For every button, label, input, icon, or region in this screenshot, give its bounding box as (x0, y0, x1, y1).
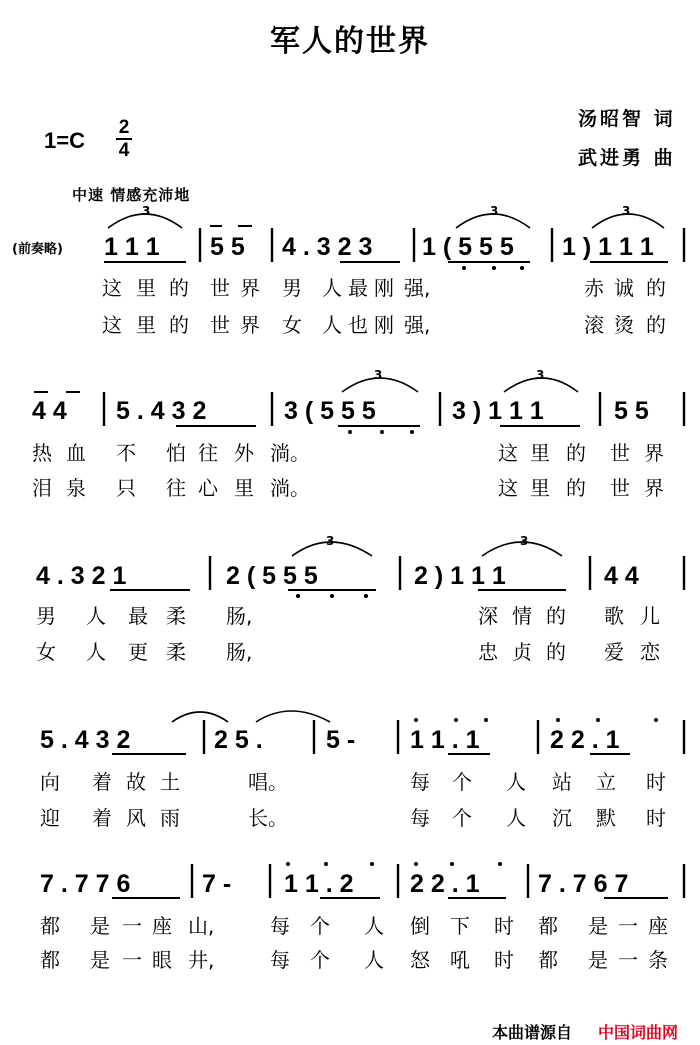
lyric: 着 (92, 770, 112, 794)
tie-slur (172, 712, 228, 722)
lyric: 唱。 (248, 770, 288, 794)
lyric: 刚 (374, 276, 394, 300)
lyric: 吼 (450, 948, 470, 972)
lyric: 泪 (32, 476, 52, 500)
measure: 5 5 (210, 233, 245, 261)
lyric: 怕 (166, 441, 186, 465)
lyric: 爱 (604, 640, 624, 664)
high-dot (556, 718, 560, 722)
measure: 4 . 3 2 3 (282, 233, 373, 261)
lyric: 站 (552, 770, 572, 794)
lyric: 时 (494, 914, 514, 938)
lyric: 时 (646, 806, 666, 830)
lyric: 一 (122, 948, 142, 972)
lyric: 都 (538, 914, 558, 938)
lyric: 个 (310, 914, 330, 938)
high-dot (454, 718, 458, 722)
lyric: 的 (169, 276, 189, 300)
lyric: 往 (166, 476, 186, 500)
lyric: 座 (152, 914, 172, 938)
triplet-slur (504, 378, 578, 392)
lyric: 雨 (160, 806, 180, 830)
measure: 4 4 (32, 397, 67, 425)
tie-slur (256, 711, 330, 722)
key-signature: 1=C (44, 128, 85, 153)
lyric: 男 (282, 276, 302, 300)
lyric: 都 (40, 948, 60, 972)
time-unit: 4 (118, 140, 130, 161)
lyric: 肠, (226, 640, 253, 664)
lyric: 的 (169, 313, 189, 337)
triplet-mark: 3 (622, 204, 631, 218)
lyric: 滚 (584, 313, 604, 337)
lyric: 柔 (166, 604, 186, 628)
lyric: 人 (86, 604, 106, 628)
lyric: 默 (596, 806, 616, 830)
low-dot (348, 430, 352, 434)
lyric: 人 (364, 948, 384, 972)
triplet-mark: 3 (490, 204, 499, 218)
lyric: 座 (648, 914, 668, 938)
lyric: 往 (198, 441, 218, 465)
measure: 1 1 . 2 (284, 870, 354, 898)
low-dot (296, 594, 300, 598)
lyric: 一 (618, 914, 638, 938)
lyric: 人 (364, 914, 384, 938)
measure: 4 . 3 2 1 (36, 562, 127, 590)
low-dot (462, 266, 466, 270)
time-beats: 2 (118, 117, 130, 138)
high-dot (450, 862, 454, 866)
low-dot (520, 266, 524, 270)
lyric: 每 (410, 770, 430, 794)
lyric: 是 (90, 948, 110, 972)
lyric: 是 (588, 948, 608, 972)
lyric: 这 (498, 476, 518, 500)
lyric: 下 (450, 914, 470, 938)
lyric: 烫 (614, 313, 634, 337)
lyric: 界 (240, 313, 260, 337)
lyric: 热 (32, 441, 52, 465)
lyric: 土 (160, 770, 180, 794)
measure: 3 ) 1 1 1 (452, 397, 544, 425)
measure: 5 - (326, 726, 356, 754)
lyric: 忠 (478, 640, 498, 664)
high-dot (484, 718, 488, 722)
lyric: 迎 (40, 806, 60, 830)
low-dot (364, 594, 368, 598)
measure: 5 5 (614, 397, 649, 425)
lyric: 人 (322, 276, 342, 300)
lyric: 心 (198, 476, 218, 500)
high-dot (498, 862, 502, 866)
lyric: 立 (596, 770, 616, 794)
lyric: 更 (128, 640, 148, 664)
lyric: 只 (116, 476, 136, 500)
lyric: 血 (66, 441, 86, 465)
lyric: 的 (646, 313, 666, 337)
lyric: 条 (648, 948, 668, 972)
triplet-mark: 3 (326, 534, 335, 548)
tempo-marking: 中速 情感充沛地 (72, 186, 191, 204)
measure: 7 . 7 6 7 (538, 870, 629, 898)
low-dot (410, 430, 414, 434)
lyric: 女 (282, 313, 302, 337)
lyric: 沉 (552, 806, 572, 830)
measure: 4 4 (604, 562, 639, 590)
triplet-slur (482, 542, 562, 556)
measure: 2 ) 1 1 1 (414, 562, 506, 590)
lyric: 一 (122, 914, 142, 938)
lyric: 贞 (512, 640, 532, 664)
lyric: 也 (348, 313, 368, 337)
high-dot (324, 862, 328, 866)
lyricist-credit: 汤昭智 词 (578, 108, 676, 130)
lyric: 世 (610, 441, 630, 465)
triplet-slur (592, 214, 664, 228)
high-dot (596, 718, 600, 722)
high-dot (370, 862, 374, 866)
lyric: 深 (478, 604, 498, 628)
lyric: 这 (102, 276, 122, 300)
lyric: 的 (646, 276, 666, 300)
measure: 1 ) 1 1 1 (562, 233, 654, 261)
lyric: 界 (240, 276, 260, 300)
high-dot (414, 718, 418, 722)
lyric: 世 (210, 276, 230, 300)
lyric: 井, (188, 948, 215, 972)
lyric: 最 (348, 276, 368, 300)
triplet-slur (292, 542, 372, 556)
lyric: 的 (546, 640, 566, 664)
low-dot (330, 594, 334, 598)
source-label: 本曲谱源自 (492, 1023, 573, 1042)
measure: 7 - (202, 870, 232, 898)
lyric: 一 (618, 948, 638, 972)
measure: 2 ( 5 5 5 (226, 562, 318, 590)
lyric: 长。 (248, 806, 288, 830)
high-dot (654, 718, 658, 722)
lyric: 世 (210, 313, 230, 337)
lyric: 是 (588, 914, 608, 938)
lyric: 每 (270, 948, 290, 972)
site-name[interactable]: 中国词曲网 (598, 1023, 679, 1042)
lyric: 界 (644, 476, 664, 500)
lyric: 外 (234, 441, 254, 465)
lyric: 里 (530, 476, 550, 500)
lyric: 的 (566, 441, 586, 465)
lyric: 个 (452, 770, 472, 794)
lyric: 时 (494, 948, 514, 972)
lyric: 都 (538, 948, 558, 972)
measure: 2 5 . (214, 726, 263, 754)
song-title: 军人的世界 (270, 24, 430, 59)
measure: 2 2 . 1 (410, 870, 480, 898)
lyric: 倒 (410, 914, 430, 938)
lyric: 时 (646, 770, 666, 794)
lyric: 淌。 (270, 441, 310, 465)
lyric: 的 (546, 604, 566, 628)
high-dot (286, 862, 290, 866)
measure: 5 . 4 3 2 (40, 726, 131, 754)
lyric: 恋 (640, 640, 660, 664)
lyric: 诚 (614, 276, 634, 300)
triplet-mark: 3 (374, 368, 383, 382)
lyric: 怒 (410, 948, 430, 972)
lyric: 向 (40, 770, 60, 794)
triplet-mark: 3 (520, 534, 529, 548)
measure: 1 ( 5 5 5 (422, 233, 514, 261)
lyric: 肠, (226, 604, 253, 628)
measure: 1 1 . 1 (410, 726, 480, 754)
lyric: 里 (136, 276, 156, 300)
lyric: 风 (126, 806, 146, 830)
triplet-slur (108, 214, 182, 228)
lyric: 歌 (604, 604, 624, 628)
triplet-slur (342, 378, 418, 392)
lyric: 人 (506, 770, 526, 794)
lyric: 里 (234, 476, 254, 500)
lyric: 刚 (374, 313, 394, 337)
lyric: 不 (116, 441, 136, 465)
lyric: 都 (40, 914, 60, 938)
measure: 1 1 1 (104, 233, 160, 261)
lyric: 的 (566, 476, 586, 500)
lyric: 个 (452, 806, 472, 830)
lyric: 淌。 (270, 476, 310, 500)
low-dot (380, 430, 384, 434)
measure: 2 2 . 1 (550, 726, 620, 754)
lyric: 是 (90, 914, 110, 938)
measure: 3 ( 5 5 5 (284, 397, 376, 425)
lyric: 柔 (166, 640, 186, 664)
lyric: 最 (128, 604, 148, 628)
low-dot (492, 266, 496, 270)
lyric: 情 (512, 604, 532, 628)
lyric: 眼 (152, 948, 172, 972)
measure: 5 . 4 3 2 (116, 397, 207, 425)
lyric: 界 (644, 441, 664, 465)
lyric: 人 (86, 640, 106, 664)
lyric: 强, (404, 313, 431, 337)
lyric: 人 (322, 313, 342, 337)
lyric: 里 (530, 441, 550, 465)
lyric: 赤 (584, 276, 604, 300)
prelude-label: (前奏略) (12, 242, 63, 257)
lyric: 个 (310, 948, 330, 972)
lyric: 每 (410, 806, 430, 830)
triplet-slur (456, 214, 530, 228)
lyric: 泉 (66, 476, 86, 500)
high-dot (414, 862, 418, 866)
lyric: 每 (270, 914, 290, 938)
lyric: 山, (188, 914, 215, 938)
lyric: 世 (610, 476, 630, 500)
lyric: 强, (404, 276, 431, 300)
lyric: 故 (126, 770, 146, 794)
lyric: 人 (506, 806, 526, 830)
lyric: 这 (102, 313, 122, 337)
measure: 7 . 7 7 6 (40, 870, 131, 898)
lyric: 女 (36, 640, 56, 664)
lyric: 着 (92, 806, 112, 830)
lyric: 儿 (640, 604, 660, 628)
triplet-mark: 3 (142, 204, 151, 218)
composer-credit: 武进勇 曲 (578, 147, 676, 169)
lyric: 这 (498, 441, 518, 465)
triplet-mark: 3 (536, 368, 545, 382)
lyric: 里 (136, 313, 156, 337)
lyric: 男 (36, 604, 56, 628)
